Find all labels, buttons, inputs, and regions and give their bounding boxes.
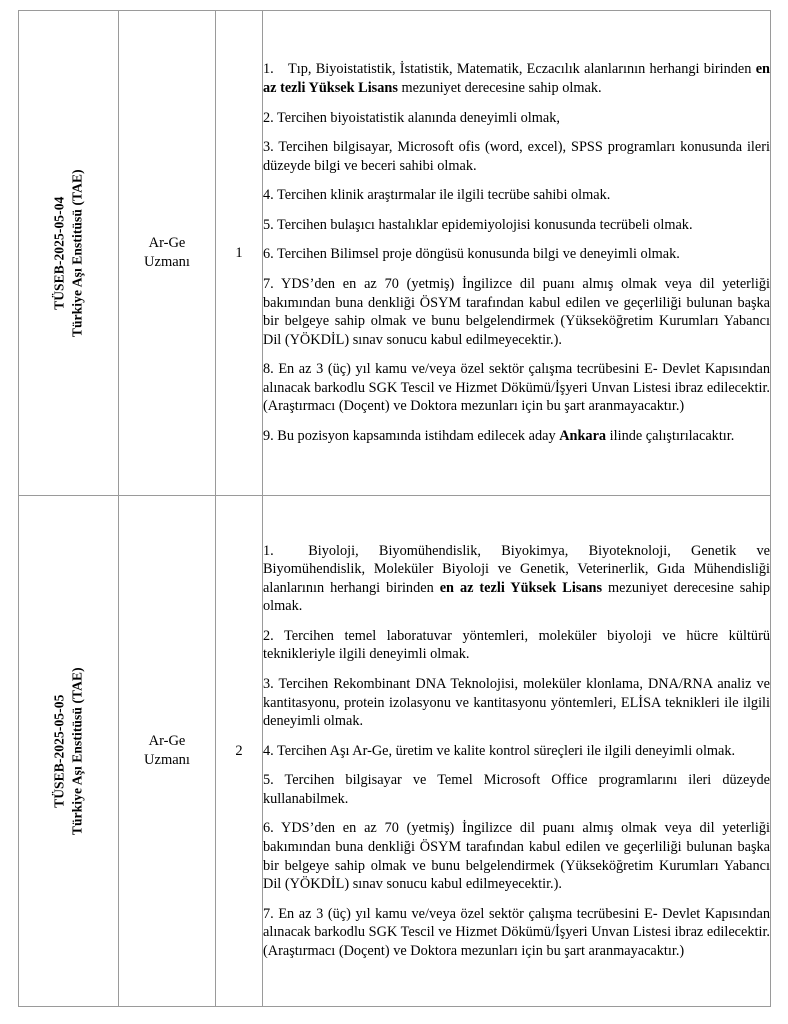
position-code-rotated [50, 667, 86, 835]
position-code-rotated [50, 169, 86, 337]
requirements-list [263, 542, 770, 961]
table-row [19, 496, 771, 1007]
requirement-item: 6. YDS’den en az 70 (yetmiş) İngilizce dil puanı almış olmak veya dil yeterliği bakımından buna denkliği ÖSYM tarafından kabul edilen ve geçerliliği bulunan başka bir belgeye sahip olmak ve bunu belgelendirmek (Yükseköğretim Kurumları Yabancı Dil (YÖKDİL) sınav sonucu kabul edilmeyecektir.). [263, 820, 770, 893]
requirement-item: 3. Tercihen Rekombinant DNA Teknolojisi, moleküler klonlama, DNA/RNA analiz ve kantitasyonu, protein izolasyonu ve kantitasyonu yöntemleri, ELİSA teknikleri ile ilgili deneyimli olmak. [263, 675, 770, 730]
job-positions-table [18, 10, 771, 1007]
institute-name: Türkiye Aşı Enstitüsü (TAE) [69, 667, 85, 835]
requirement-item: 4. Tercihen klinik araştırmalar ile ilgili tecrübe sahibi olmak. [263, 187, 611, 204]
table-body [19, 11, 771, 1007]
rotated-text-wrapper [19, 169, 118, 337]
requirement-item: 2. Tercihen temel laboratuvar yöntemleri, moleküler biyoloji ve hücre kültürü teknikleriyle ilgili deneyimli olmak. [263, 627, 770, 663]
position-code-cell [19, 11, 119, 496]
position-count-cell: 2 [216, 496, 263, 1007]
requirements-list [263, 60, 770, 445]
requirement-item: 8. En az 3 (üç) yıl kamu ve/veya özel sektör çalışma tecrübesini E- Devlet Kapısından alınacak barkodlu SGK Tescil ve Hizmet Dökümü/İşyeri Unvan Listesi ibraz edilecektir. (Araştırmacı (Doçent) ve Doktora mezunları için bu şart aranmayacaktır.) [263, 361, 770, 415]
requirement-item: 1. Tıp, Biyoistatistik, İstatistik, Matematik, Eczacılık alanlarının herhangi birinden en az tezli Yüksek Lisans mezuniyet derecesine sahip olmak. [263, 61, 770, 96]
rotated-text-wrapper [19, 667, 118, 835]
position-title-cell [119, 11, 216, 496]
requirement-item: 7. YDS’den en az 70 (yetmiş) İngilizce dil puanı almış olmak veya dil yeterliği bakımından buna denkliği ÖSYM tarafından kabul edilen ve geçerliliği bulunan başka bir belgeye sahip olmak ve bunu belgelendirmek (Yükseköğretim Kurumları Yabancı Dil (YÖKDİL) sınav sonucu kabul edilmeyecektir.). [263, 276, 770, 348]
position-count-cell: 1 [216, 11, 263, 496]
position-code: TÜSEB-2025-05-04 [51, 196, 67, 310]
position-title-line-1: Ar-Ge [148, 235, 186, 252]
institute-name: Türkiye Aşı Enstitüsü (TAE) [69, 169, 85, 337]
position-code-cell [19, 496, 119, 1007]
requirements-cell [263, 11, 771, 496]
requirement-item: 5. Tercihen bilgisayar ve Temel Microsoft Office programlarını ileri düzeyde kullanabilmek. [263, 772, 770, 807]
requirement-item: 3. Tercihen bilgisayar, Microsoft ofis (word, excel), SPSS programları konusunda ileri düzeyde bilgi ve beceri sahibi olmak. [263, 139, 770, 174]
requirement-item: 9. Bu pozisyon kapsamında istihdam edilecek aday Ankara ilinde çalıştırılacaktır. [263, 428, 735, 445]
position-title-line-1: Ar-Ge [148, 733, 186, 750]
position-title-line-2: Uzmanı [144, 752, 190, 768]
requirements-cell [263, 496, 771, 1007]
requirement-item: 7. En az 3 (üç) yıl kamu ve/veya özel sektör çalışma tecrübesini E- Devlet Kapısından alınacak barkodlu SGK Tescil ve Hizmet Dökümü/İşyeri Unvan Listesi ibraz edilecektir. (Araştırmacı (Doçent) ve Doktora mezunları için bu şart aranmayacaktır.) [263, 905, 770, 959]
requirement-item: 1. Biyoloji, Biyomühendislik, Biyokimya, Biyoteknoloji, Genetik ve Biyomühendislik, Moleküler Biyoloji ve Genetik, Veterinerlik, Gıda Mühendisliği alanlarının herhangi birinden en az tezli Yüksek Lisans mezuniyet derecesine sahip olmak. [263, 542, 770, 615]
requirement-item: 6. Tercihen Bilimsel proje döngüsü konusunda bilgi ve deneyimli olmak. [263, 246, 680, 263]
requirement-item: 5. Tercihen bulaşıcı hastalıklar epidemiyolojisi konusunda tecrübeli olmak. [263, 216, 693, 233]
position-code: TÜSEB-2025-05-05 [51, 694, 67, 808]
table-row [19, 11, 771, 496]
position-title-line-2: Uzmanı [144, 254, 190, 270]
requirement-item: 4. Tercihen Aşı Ar-Ge, üretim ve kalite kontrol süreçleri ile ilgili deneyimli olmak. [263, 742, 736, 759]
position-title-cell [119, 496, 216, 1007]
requirement-item: 2. Tercihen biyoistatistik alanında deneyimli olmak, [263, 109, 560, 126]
